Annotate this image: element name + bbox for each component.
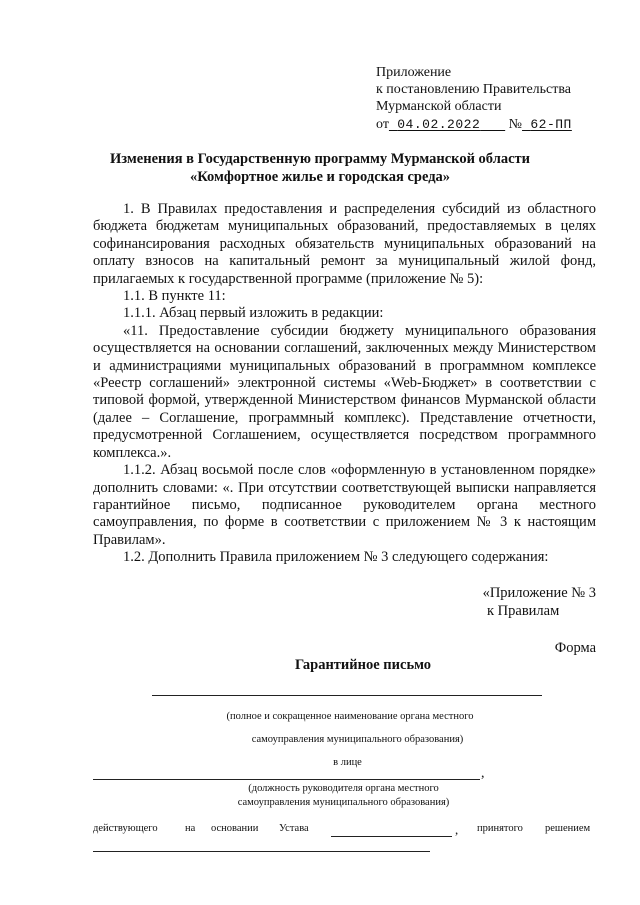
paragraph-1-1: 1.1. В пункте 11:	[123, 288, 226, 305]
last-word-6: решением	[545, 823, 591, 834]
position-line	[93, 779, 480, 780]
letter-title: Гарантийное письмо	[294, 657, 432, 673]
paragraph-1-1-2: 1.1.2. Абзац восьмой после слов «оформленную в установленном порядке» дополнить словами: «. При отсутствии соответствующей выписки направляется гарантийное письмо, подписанное руководителем органа местного самоуправления, по форме в соответствии с приложением № 3 к настоящим Правилам».	[93, 462, 596, 548]
number-prefix: №	[508, 117, 523, 132]
form-label: Форма	[554, 640, 596, 656]
position-caption-1: (должность руководителя органа местного	[248, 783, 439, 794]
paragraph-1: 1. В Правилах предоставления и распределения субсидий из областного бюджета бюджетам муниципальных образований, предоставляемых в целях софинансирования расходных обязательств муниципальных образований на оплату взносов на капитальный ремонт за муниципальный жилой фонд, прилагаемых к государственной программе (приложение № 5):	[93, 201, 596, 287]
date-value: 04.02.2022	[397, 117, 481, 132]
appendix-rules-label: к Правилам	[487, 603, 560, 619]
number-value: 62-ПП	[530, 117, 572, 132]
position-caption-2: самоуправления муниципального образования)	[237, 797, 450, 808]
doc-body	[93, 201, 596, 567]
paragraph-11-text: «11. Предоставление субсидии бюджету муниципального образования осуществляется на основании соглашений, заключенных между Министерством и администрациями муниципальных образований в программном комплексе «Реестр соглашений» электронной системы «Web-Бюджет» в соответствии с типовой формой, утвержденной Министерством финансов Мурманской области (далее – Соглашение, программный комплекс). Представление отчетности, предусмотренной Соглашением, осуществляется посредством программного комплекса.».	[93, 322, 596, 461]
paragraph-1-1-1: 1.1.1. Абзац первый изложить в редакции:	[123, 305, 384, 322]
last-word-5: принятого	[477, 823, 523, 834]
last-word-4: Устава	[279, 823, 309, 834]
org-name-line	[152, 695, 542, 696]
header-decree-label: к постановлению Правительства	[376, 82, 572, 97]
charter-line	[331, 836, 452, 837]
doc-title-line2: «Комфортное жилье и городская среда»	[189, 169, 451, 185]
appendix-label: «Приложение № 3	[482, 585, 596, 601]
header-appendix-label: Приложение	[376, 65, 452, 80]
last-comma: ,	[455, 822, 459, 837]
org-name-caption-2: самоуправления муниципального образования)	[251, 734, 464, 745]
v-litse-label: в лице	[333, 757, 362, 768]
last-word-3: основании	[211, 823, 259, 834]
header-date-number	[376, 116, 572, 133]
header-region-label: Мурманской области	[376, 99, 502, 114]
org-name-caption-1: (полное и сокращенное наименование органа местного	[226, 711, 474, 722]
paragraph-1-2: 1.2. Дополнить Правила приложением № 3 следующего содержания:	[123, 549, 549, 566]
date-prefix: от	[376, 117, 389, 132]
position-comma: ,	[481, 766, 485, 781]
last-word-1: действующего	[93, 823, 158, 834]
doc-title-line1: Изменения в Государственную программу Мурманской области	[110, 151, 530, 167]
decision-line	[93, 851, 430, 852]
last-word-2: на	[185, 823, 196, 834]
